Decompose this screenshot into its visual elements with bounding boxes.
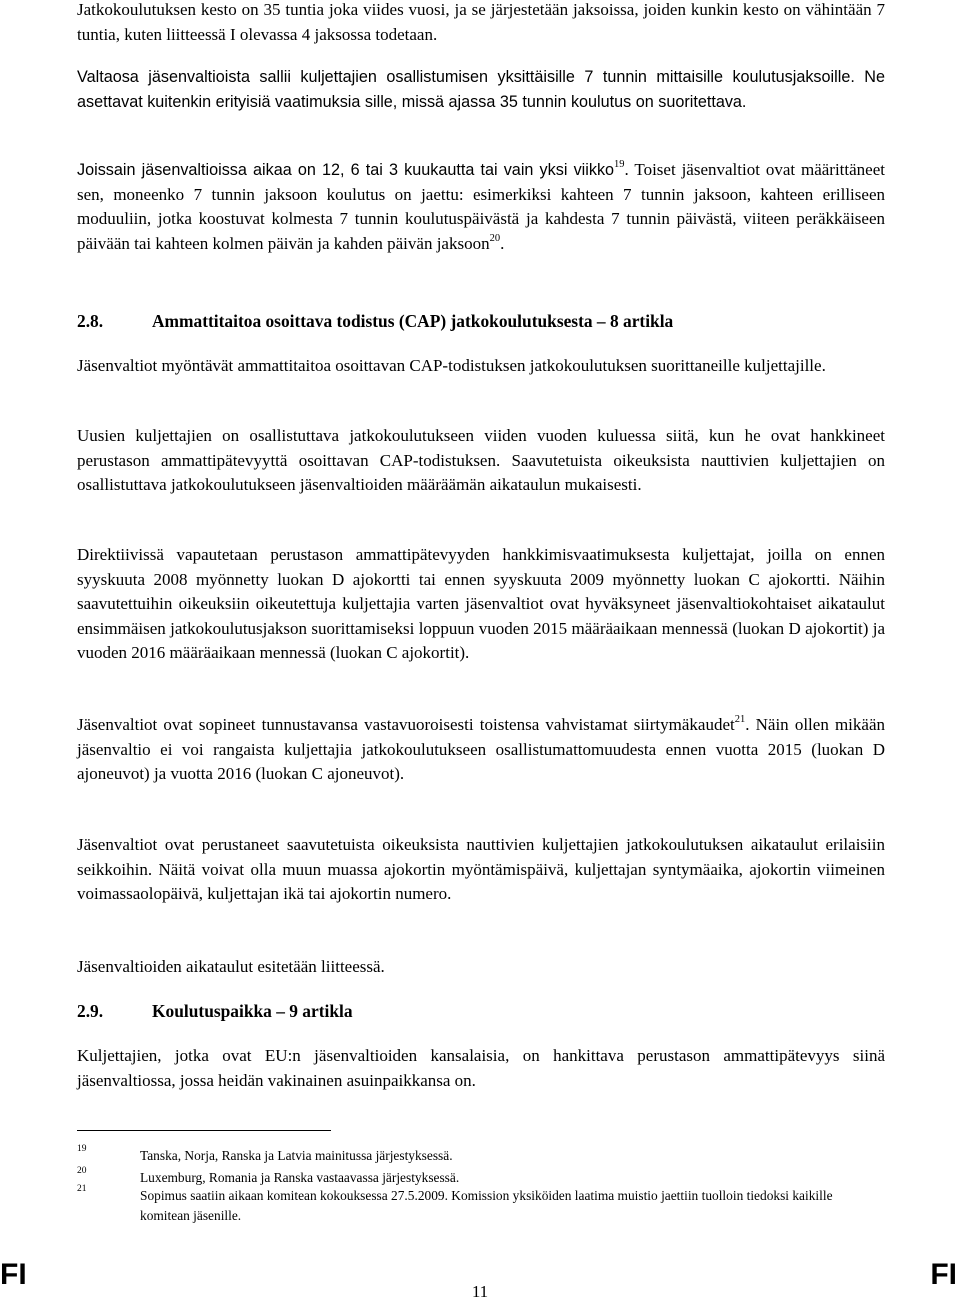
section-number: 2.9. [77,1001,104,1021]
footnote-21 [77,1186,885,1226]
paragraph-time-limits-body: . Toiset jäsenvaltiot ovat määrittäneet sen, moneenko 7 tunnin jaksoon koulutus on jaettu: esimerkiksi kahteen 7 tunnin jaksoon, kahteen erilliseen moduuliin, jotka koostuvat kolmesta 7 tunnin koulutuspäivästä ja kahdesta 7 tunnin päivästä, viiteen peräkkäiseen päivään tai kahteen kolmen päivän ja kahden päivän jaksoon [77,160,885,253]
section-heading-2-9 [77,999,353,1023]
paragraph-mutual-recognition [77,713,885,787]
paragraph-schedules: Jäsenvaltiot ovat perustaneet saavutetuista oikeuksista nauttivien kuljettajien jatkokoulutuksen aikataulut erilaisiin seikkoihin. Näitä voivat olla muun muassa ajokortin myöntämispäivä, kuljettajan syntymäaika, ajokortin viimeinen voimassaolopäivä, kuljettajan ikä tai ajokortin numero. [77,835,885,904]
footnote-separator [77,1130,331,1131]
footnote-number: 19 [77,1144,87,1154]
section-number: 2.8. [77,311,104,331]
footnote-number: 20 [77,1166,87,1176]
paragraph-annex-reference: Jäsenvaltioiden aikataulut esitetään liitteessä. [77,957,385,976]
footnote-ref-19[interactable]: 19 [614,159,625,171]
footnote-text: Sopimus saatiin aikaan komitean kokouksessa 27.5.2009. Komission yksiköiden laatima muistio jaettiin tuolloin tiedoksi kaikille komitean jäsenille. [140,1188,833,1223]
paragraph-time-limits-lead: Joissain jäsenvaltioissa aikaa on 12, 6 tai 3 kuukautta tai vain yksi viikko [77,161,615,179]
paragraph-training-location [77,1044,885,1093]
paragraph-mutual-recognition-body: . Näin ollen mikään jäsenvaltio ei voi rangaista kuljettajia jatkokoulutukseen osallistumattomuudesta ennen vuotta 2015 (luokan D ajoneuvot) ja vuotta 2016 (luokan C ajoneuvot). [77,715,885,784]
paragraph-mutual-recognition-lead: Jäsenvaltiot ovat sopineet tunnustavansa vastavuoroisesti toistensa vahvistamat siirtymäkaudet [77,715,735,734]
section-title: Ammattitaitoa osoittava todistus (CAP) jatkokoulutuksesta – 8 artikla [152,311,674,331]
paragraph-training-duration: Jatkokoulutuksen kesto on 35 tuntia joka viides vuosi, ja se järjestetään jaksoissa, joiden kunkin kesto on vähintään 7 tuntia, kuten liitteessä I olevassa 4 jaksossa todetaan. [77,0,885,44]
section-heading-2-8 [77,309,673,333]
paragraph-training-location-text: Kuljettajien, jotka ovat EU:n jäsenvaltioiden kansalaisia, on hankittava perustason ammattipätevyys siinä jäsenvaltiossa, jossa heidän vakinainen asuinpaikkansa on. [77,1046,885,1090]
paragraph-new-drivers: Uusien kuljettajien on osallistuttava jatkokoulutukseen viiden vuoden kuluessa siitä, kun he ovat hankkineet perustason ammattipätevyyttä osoittavan CAP-todistuksen. Saavutetuista oikeuksista nauttivien kuljettajien on osallistuttava jatkokoulutukseen jäsenvaltioiden määräämän aikataulun mukaisesti. [77,426,885,495]
footnote-number: 21 [77,1184,87,1194]
language-code-right: FI [930,1258,957,1291]
footnote-text: Luxemburg, Romania ja Ranska vastaavassa järjestyksessä. [140,1170,460,1185]
footnote-text: Tanska, Norja, Ranska ja Latvia mainitussa järjestyksessä. [140,1148,453,1163]
paragraph-time-limits-end: . [500,233,505,253]
page-number: 11 [471,1282,489,1301]
paragraph-cap-issue: Jäsenvaltiot myöntävät ammattitaitoa osoittavan CAP-todistuksen jatkokoulutuksen suorittaneille kuljettajille. [77,356,826,375]
section-title: Koulutuspaikka – 9 artikla [152,1001,353,1021]
footnote-ref-20[interactable]: 20 [489,233,501,245]
paragraph-training-units: Valtaosa jäsenvaltioista sallii kuljettajien osallistumisen yksittäisille 7 tunnin mittaisille koulutusjaksoille. Ne asettavat kuitenkin erityisiä vaatimuksia sille, missä ajassa 35 tunnin koulutus on suoritettava. [77,68,885,111]
footnote-ref-21[interactable]: 21 [734,714,746,726]
paragraph-time-limits [77,158,885,256]
footnote-20 [77,1168,885,1188]
paragraph-exemptions: Direktiivissä vapautetaan perustason ammattipätevyyden hankkimisvaatimuksesta kuljettajat, joilla on ennen syyskuuta 2008 myönnetty luokan D ajokortti tai ennen syyskuuta 2009 myönnetty luokan C ajokortti. Näihin saavutettuihin oikeuksiin oikeutettuja kuljettajia varten jäsenvaltiot ovat hyväksyneet jäsenvaltiokohtaiset aikataulut ensimmäisen jatkokoulutusjakson suorittamiseksi loppuun vuoden 2015 määräaikaan mennessä (luokan D ajokortit) ja vuoden 2016 määräaikaan mennessä (luokan C ajokortit). [77,545,885,663]
footnote-19 [77,1146,885,1166]
language-code-left: FI [0,1258,27,1291]
